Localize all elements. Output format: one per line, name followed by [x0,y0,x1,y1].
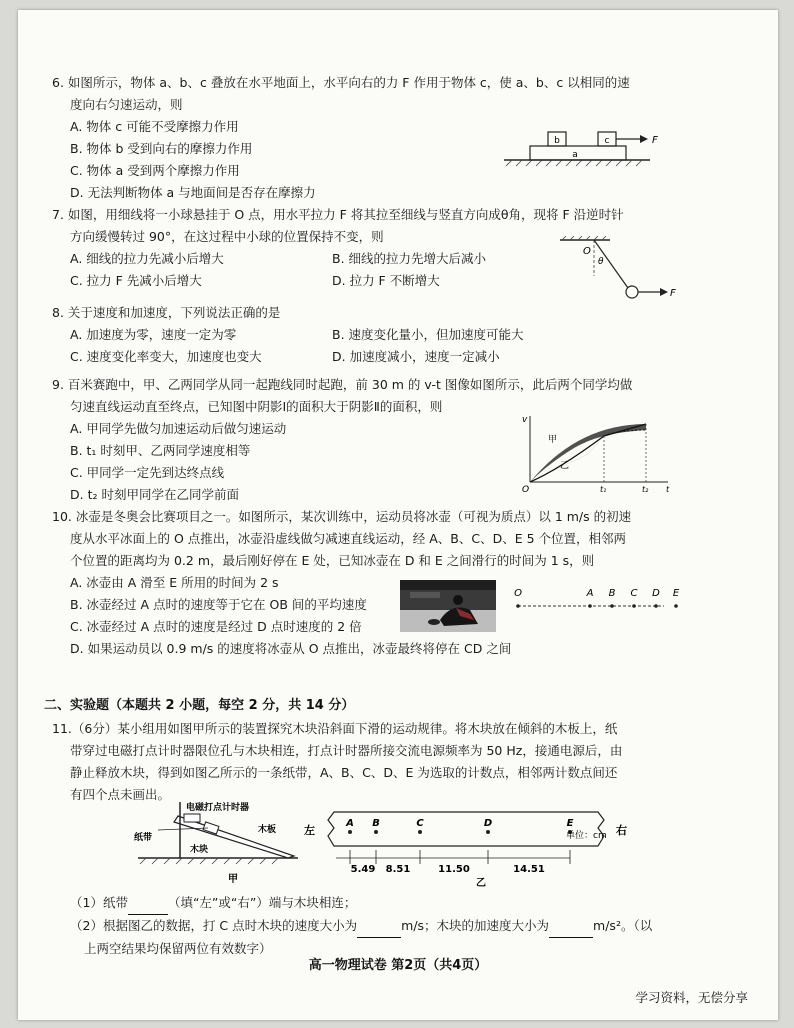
section-2-heading: 二、实验题（本题共 2 小题，每空 2 分，共 14 分） [44,698,355,713]
q11-stem-cont2: 静止释放木块，得到如图乙所示的一条纸带，A、B、C、D、E 为选取的计数点，相邻两计数点间还 [70,765,618,780]
q6-option-a: A. 物体 c 可能不受摩擦力作用 [70,119,239,134]
q9-option-d: D. t₂ 时刻甲同学在乙同学前面 [70,487,239,502]
q11-tape-label-c: C [416,818,424,829]
q9-fig-t: t [666,485,670,494]
q11-tape-gaps [350,850,570,875]
q11-stem: 11.（6分）某小组用如图甲所示的装置探究木块沿斜面下滑的运动规律。将木块放在倾斜的木板上，纸 [52,721,618,736]
q11-fig-tape: 纸带 [134,833,153,843]
q11-tape-point-d [486,830,490,834]
q11-tape-gap-4: 14.51 [513,864,545,875]
q10-point-label-a: A [586,588,594,599]
q11-sub2-answer-blank-1[interactable] [357,915,401,938]
q10-point-label-o: O [514,588,522,599]
share-note: 学习资料，无偿分享 [635,990,748,1005]
q11-fig-right: 右 [616,824,627,837]
q6-fig-label-b: b [554,136,560,146]
q9-fig-v: v [522,415,528,425]
q7-stem-cont: 方向缓慢转过 90°，在这过程中小球的位置保持不变，则 [70,229,384,244]
q10-option-a: A. 冰壶由 A 滑至 E 所用的时间为 2 s [70,575,279,590]
q9-fig-jia: 甲 [548,435,558,445]
q11-sub1 [52,892,742,915]
q6-option-d: D. 无法判断物体 a 与地面间是否存在摩擦力 [70,185,316,200]
question-11 [52,718,742,806]
q10-point-label-d: D [652,588,660,599]
page-footer: 高一物理试卷 第2页（共4页） [308,958,488,973]
q9-fig-yi: 乙 [560,461,570,471]
q9-fig-t1: t₁ [600,485,607,494]
q8-option-d: D. 加速度减小，速度一定减小 [332,349,500,364]
q10-point-label-c: C [630,588,638,599]
q11-sub1-answer-blank[interactable] [128,892,168,915]
q9-stem: 9. 百米赛跑中，甲、乙两同学从同一起跑线同时起跑，前 30 m 的 v-t 图像如图所示，此后两个同学均做 [52,377,633,392]
q11-fig-unit: 单位：cm [566,831,607,841]
q7-fig-label-o: O [583,246,591,257]
q7-fig-label-f: F [670,288,676,299]
question-11-subquestions [52,892,742,960]
q9-option-b: B. t₁ 时刻甲、乙两同学速度相等 [70,443,251,458]
q10-stem-cont2: 个位置的距离均为 0.2 m，最后刚好停在 E 处，已知冰壶在 D 和 E 之间滑行的时间为 1 s，则 [70,553,595,568]
q7-option-d: D. 拉力 F 不断增大 [332,273,440,288]
q6-stem-cont: 度向右匀速运动，则 [70,97,183,112]
q7-option-b: B. 细线的拉力先增大后减小 [332,251,487,266]
q9-option-a: A. 甲同学先做匀加速运动后做匀速运动 [70,421,287,436]
q11-fig-timer: 电磁打点计时器 [186,803,250,813]
q11-fig-caption-yi: 乙 [476,878,486,888]
q10-point-d [654,604,658,608]
q11-sub2-answer-blank-2[interactable] [549,915,593,938]
q7-stem: 7. 如图，用细线将一小球悬挂于 O 点，用水平拉力 F 将其拉至细线与竖直方向成θ角，现将 F 沿逆时针 [52,207,624,222]
q11-fig-left: 左 [304,824,315,837]
q11-tape-points [345,818,573,834]
q7-option-a: A. 细线的拉力先减小后增大 [70,251,224,266]
q10-point-b [610,604,614,608]
q6-fig-label-c: c [604,136,610,146]
q9-stem-cont: 匀速直线运动直至终点，已知图中阴影Ⅰ的面积大于阴影Ⅱ的面积，则 [70,399,443,414]
q11-tape-label-b: B [372,818,380,829]
q7-fig-label-theta: θ [598,257,604,267]
question-8 [52,302,742,368]
q11-sub2-text-end: m/s²。（以 [593,918,653,933]
q10-point-label-b: B [608,588,616,599]
q10-stem-cont1: 度从水平冰面上的 O 点推出，冰壶沿虚线做匀减速直线运动，经 A、B、C、D、E 5 个位置，相邻两 [70,531,627,546]
q10-point-label-e: E [672,588,680,599]
q11-sub2-text: （2）根据图乙的数据，打 C 点时木块的速度大小为 [70,918,358,933]
q6-option-c: C. 物体 a 受到两个摩擦力作用 [70,163,240,178]
q8-stem: 8. 关于速度和加速度，下列说法正确的是 [52,305,281,320]
q10-point-c [632,604,636,608]
q10-point-a [588,604,592,608]
q11-tape-gap-2: 8.51 [385,864,411,875]
q11-figure-yi-tape [298,806,638,888]
q10-option-c: C. 冰壶经过 A 点时的速度是经过 D 点时速度的 2 倍 [70,619,362,634]
q11-fig-board: 木板 [258,825,277,835]
q11-tape-label-e: E [566,818,574,829]
q11-tape-label-d: D [483,818,493,829]
q8-option-a: A. 加速度为零，速度一定为零 [70,327,237,342]
q10-track [504,584,684,620]
q6-option-b: B. 物体 b 受到向右的摩擦力作用 [70,141,253,156]
q11-fig-block: 木块 [190,845,209,855]
q10-point-o [516,604,520,608]
q10-curling-photo [400,580,496,632]
exam-page [18,10,778,1020]
q11-sub1-text: （1）纸带 [70,895,128,910]
q11-tape-point-a [348,830,352,834]
q8-option-b: B. 速度变化量小，但加速度可能大 [332,327,524,342]
q6-fig-label-a: a [572,150,578,160]
q9-fig-t2: t₂ [642,485,649,494]
question-10 [52,506,742,660]
q10-point-e [674,604,678,608]
q6-fig-label-f: F [652,135,658,146]
q11-stem-cont1: 带穿过电磁打点计时器限位孔与木块相连，打点计时器所接交流电源频率为 50 Hz，接通电源后，由 [70,743,623,758]
q11-tape-point-c [418,830,422,834]
q11-tape-gap-1: 5.49 [350,864,376,875]
q6-figure [500,122,670,172]
q11-fig-caption-jia: 甲 [228,874,238,885]
q11-sub1-text-end: （填“左”或“右”）端与木块相连； [167,895,357,910]
q11-sub2 [52,915,742,938]
q9-fig-origin: O [522,485,530,494]
q9-option-c: C. 甲同学一定先到达终点线 [70,465,225,480]
q6-stem: 6. 如图所示，物体 a、b、c 叠放在水平地面上，水平向右的力 F 作用于物体 c，使 a、b、c 以相同的速 [52,75,630,90]
q11-tape-label-a: A [346,818,354,829]
q7-figure [552,236,682,300]
q11-sub2-cont: 上两空结果均保留两位有效数字） [84,941,272,956]
q8-option-c: C. 速度变化率变大，加速度也变大 [70,349,262,364]
q11-tape-gap-3: 11.50 [438,864,470,875]
q10-option-d: D. 如果运动员以 0.9 m/s 的速度将冰壶从 O 点推出，冰壶最终将停在 CD 之间 [70,641,512,656]
q10-stem: 10. 冰壶是冬奥会比赛项目之一。如图所示，某次训练中，运动员将冰壶（可视为质点）以 1 m/s 的初速 [52,509,632,524]
q11-figure-jia [128,796,318,886]
q7-option-c: C. 拉力 F 先减小后增大 [70,273,202,288]
q11-sub2-text-mid: m/s；木块的加速度大小为 [401,918,550,933]
q9-vt-graph [518,410,678,494]
q10-option-b: B. 冰壶经过 A 点时的速度等于它在 OB 间的平均速度 [70,597,367,612]
q11-stem-cont3: 有四个点未画出。 [70,787,171,802]
q10-track-points [514,588,680,608]
q11-tape-point-b [374,830,378,834]
